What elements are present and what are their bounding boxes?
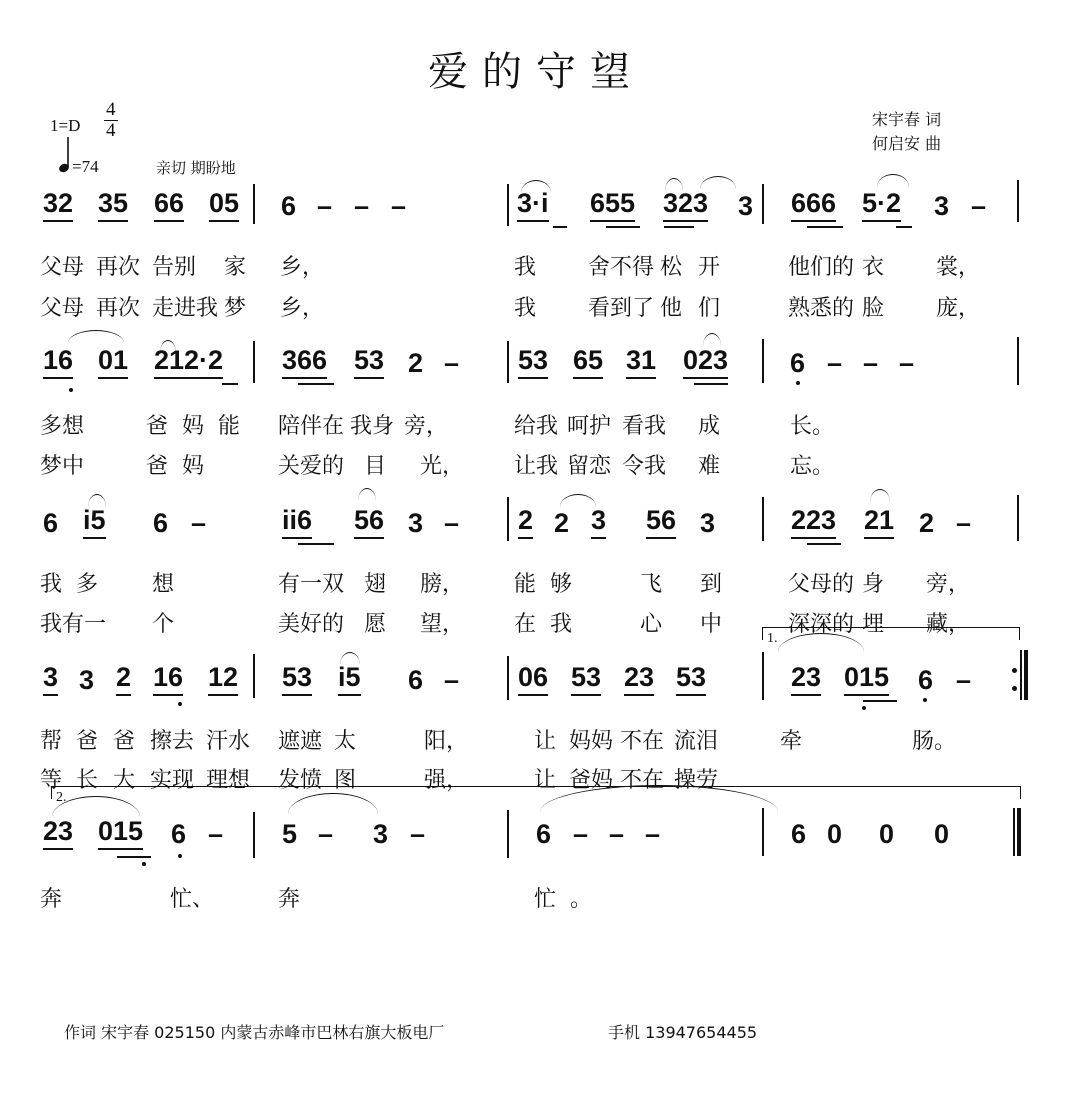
lyric: 我: [514, 255, 537, 280]
note-group: 666: [791, 186, 836, 222]
lyric: 再次: [96, 296, 141, 321]
slur: [877, 174, 909, 187]
double-underline: [896, 226, 912, 228]
dash: –: [444, 665, 460, 695]
lyric: 图: [334, 768, 357, 793]
lyric: 给我: [514, 414, 559, 439]
barline: [253, 341, 255, 383]
note-group: 23: [791, 660, 821, 696]
lyric: 心: [640, 612, 663, 637]
second-ending-label: 2.: [56, 790, 67, 805]
lyric: 不在: [620, 768, 665, 793]
dash: –: [317, 191, 333, 221]
low-octave-dot: [796, 381, 800, 385]
lyric: 实现: [150, 768, 195, 793]
lyric: 飞: [640, 572, 663, 597]
dash: –: [410, 819, 426, 849]
note: 3: [738, 191, 754, 221]
quarter-note-icon: [58, 137, 72, 179]
lyric: 看到了: [588, 296, 655, 321]
note: 2: [919, 508, 935, 538]
note: 6: [43, 508, 59, 538]
lyric: 太: [334, 729, 357, 754]
note-group: 05: [209, 186, 239, 222]
lyric: 让我: [514, 454, 559, 479]
repeat-dot: [1012, 686, 1017, 691]
note-group: 32: [43, 186, 73, 222]
lyric: 我: [550, 612, 573, 637]
lyric: 陪伴在: [278, 414, 345, 439]
lyric: 爸妈: [569, 768, 614, 793]
lyric: 家: [224, 255, 247, 280]
double-underline: [553, 226, 567, 228]
note: 2: [554, 508, 570, 538]
lyric: 令我: [622, 454, 667, 479]
final-barline: [1013, 808, 1020, 856]
note-group: 16: [43, 343, 73, 379]
note-group: ii6: [282, 503, 312, 539]
lyric: 忘。: [790, 454, 835, 479]
dash: –: [956, 508, 972, 538]
barline: [253, 184, 255, 224]
lyric: 理想: [206, 768, 251, 793]
lyric: 庞，: [936, 296, 981, 321]
double-underline: [863, 700, 897, 702]
slur: [665, 178, 683, 191]
note: 3: [79, 665, 95, 695]
dash: –: [971, 191, 987, 221]
lyric: 乡，: [280, 255, 325, 280]
note-group: 53: [282, 660, 312, 696]
time-numerator: 4: [106, 99, 116, 120]
rest: 0: [934, 819, 950, 849]
lyric: 中: [700, 612, 723, 637]
lyric: 够: [550, 572, 573, 597]
repeat-end-barline: [1020, 650, 1027, 700]
lyric: 流泪: [674, 729, 719, 754]
lyric: 呵护: [567, 414, 612, 439]
lyric: 发愤: [278, 768, 323, 793]
lyric: 遮遮: [278, 729, 323, 754]
barline: [507, 656, 509, 700]
lyric: 让: [534, 729, 557, 754]
slur: [358, 488, 376, 501]
dash: –: [354, 191, 370, 221]
lyric: 愿: [364, 612, 387, 637]
double-underline: [606, 226, 640, 228]
lyric: 妈: [182, 454, 205, 479]
low-octave-dot: [142, 862, 146, 866]
lyric: 光，: [420, 454, 465, 479]
lyric: 大: [113, 768, 136, 793]
lyric: 梦: [224, 296, 247, 321]
barline: [253, 812, 255, 858]
lyric: 埋: [862, 612, 885, 637]
contact-info: 作词 宋宇春 025150 内蒙古赤峰市巴林右旗大板电厂: [64, 1023, 445, 1042]
note-group: 212·2: [154, 343, 223, 379]
lyric: 望，: [420, 612, 465, 637]
note-group: 015: [844, 660, 889, 696]
note-group: 223: [791, 503, 836, 539]
note-group: 3·i: [517, 186, 549, 222]
barline: [762, 808, 764, 856]
slur: [700, 176, 736, 189]
lyric: 奔: [40, 887, 63, 912]
key-signature: [50, 116, 80, 136]
lyric: 身: [862, 572, 885, 597]
barline: [507, 341, 509, 383]
note: 2: [408, 348, 424, 378]
slur: [703, 333, 721, 346]
dash: –: [391, 191, 407, 221]
note: 2: [116, 660, 131, 696]
rest: 0: [879, 819, 895, 849]
credits: [872, 108, 941, 156]
dash: –: [208, 819, 224, 849]
lyric: 乡，: [280, 296, 325, 321]
lyric: 舍不得: [588, 255, 655, 280]
lyric: 父母的: [788, 572, 855, 597]
note-group: 53: [571, 660, 601, 696]
low-octave-dot: [923, 698, 927, 702]
note: 3: [700, 508, 716, 538]
lyric: 父母: [40, 296, 85, 321]
lyric: 翅: [364, 572, 387, 597]
lyric: 想: [152, 572, 175, 597]
lyric: 留恋: [567, 454, 612, 479]
dash: –: [827, 348, 843, 378]
dash: –: [444, 348, 460, 378]
slur: [68, 330, 124, 343]
note: 5: [282, 819, 298, 849]
lyric: 能: [218, 414, 241, 439]
note-group: 56: [354, 503, 384, 539]
time-signature: [104, 100, 118, 141]
lyric: 告别: [152, 255, 197, 280]
lyric: 旁，: [404, 414, 449, 439]
lyric: 汗水: [206, 729, 251, 754]
note: 6: [171, 819, 187, 849]
note-group: 323: [663, 186, 708, 222]
note-group: 12: [208, 660, 238, 696]
barline: [1017, 495, 1019, 541]
lyric: 长。: [790, 414, 835, 439]
lyric: 成: [698, 414, 721, 439]
note: 6: [153, 508, 169, 538]
lyric: 帮: [40, 729, 63, 754]
note-group: 31: [626, 343, 656, 379]
lyric: 膀，: [420, 572, 465, 597]
lyric: 妈: [182, 414, 205, 439]
lyric: 难: [698, 454, 721, 479]
lyric: 们: [698, 296, 721, 321]
lyric: 走进我: [152, 296, 219, 321]
double-underline: [807, 226, 843, 228]
lyric: 等: [40, 768, 63, 793]
rest: 0: [827, 819, 843, 849]
lyric: 他们的: [788, 255, 855, 280]
dash: –: [956, 665, 972, 695]
time-denominator: 4: [106, 120, 116, 141]
lyric: 操劳: [674, 768, 719, 793]
note-group: i5: [83, 503, 106, 539]
barline: [507, 497, 509, 541]
lyric: 关爱的: [278, 454, 345, 479]
note: 6: [791, 819, 807, 849]
double-underline: [694, 383, 728, 385]
barline: [762, 652, 764, 700]
dash: –: [645, 819, 661, 849]
double-underline: [807, 543, 841, 545]
lyric: 熟悉的: [788, 296, 855, 321]
expression-mark: 亲切 期盼地: [156, 159, 236, 177]
lyric: 美好的: [278, 612, 345, 637]
lyric: 擦去: [150, 729, 195, 754]
lyric: 我身: [350, 414, 395, 439]
dash: –: [444, 508, 460, 538]
lyric: 开: [698, 255, 721, 280]
note-group: 023: [683, 343, 728, 379]
lyric: 忙: [534, 887, 557, 912]
lyric: 我有一: [40, 612, 107, 637]
note: 6: [536, 819, 552, 849]
note-group: 16: [153, 660, 183, 696]
phone-info: 手机 13947654455: [608, 1023, 758, 1042]
note: 6: [408, 665, 424, 695]
lyric: 多想: [40, 414, 85, 439]
song-title: 爱的守望: [428, 49, 644, 95]
repeat-dot: [1012, 668, 1017, 673]
lyric: 让: [534, 768, 557, 793]
note: 3: [934, 191, 950, 221]
lyric: 父母: [40, 255, 85, 280]
note: 2: [518, 503, 533, 539]
lyric: 再次: [96, 255, 141, 280]
note-group: 5·2: [862, 186, 901, 222]
note-group: i5: [338, 660, 361, 696]
lyric: 深深的: [788, 612, 855, 637]
note-group: 366: [282, 343, 327, 379]
note-group: 66: [154, 186, 184, 222]
dash: –: [899, 348, 915, 378]
lyric: 忙、: [170, 887, 215, 912]
low-octave-dot: [862, 706, 866, 710]
lyric: 长: [76, 768, 99, 793]
dash: –: [573, 819, 589, 849]
lyric: 爸: [146, 414, 169, 439]
lyric: 爸: [146, 454, 169, 479]
barline: [507, 810, 509, 858]
lyric: 个: [152, 612, 175, 637]
note: 6: [790, 348, 806, 378]
note-group: 65: [573, 343, 603, 379]
barline: [1017, 337, 1019, 385]
dash: –: [318, 819, 334, 849]
slur: [870, 489, 890, 502]
note: 6: [918, 665, 934, 695]
note-group: 21: [864, 503, 894, 539]
note-group: 56: [646, 503, 676, 539]
lyric: 牵: [780, 729, 803, 754]
barline: [762, 497, 764, 541]
lyric: 裳，: [936, 255, 981, 280]
dash: –: [863, 348, 879, 378]
low-octave-dot: [178, 854, 182, 858]
lyric: 看我: [622, 414, 667, 439]
lyric: 我: [514, 296, 537, 321]
lyric: 奔: [278, 887, 301, 912]
lyric: 爸: [76, 729, 99, 754]
lyric: 到: [700, 572, 723, 597]
lyric: 爸: [113, 729, 136, 754]
barline: [762, 339, 764, 383]
note-group: 53: [518, 343, 548, 379]
barline: [507, 184, 509, 226]
double-underline: [664, 226, 694, 228]
double-underline: [298, 383, 334, 385]
note-group: 01: [98, 343, 128, 379]
key-label: 1=D: [50, 116, 81, 135]
double-underline: [222, 383, 238, 385]
lyric: 梦中: [40, 454, 85, 479]
lyric: 肠。: [912, 729, 957, 754]
lyricist: 宋宇春 词: [872, 110, 942, 129]
lyric: 松: [660, 255, 683, 280]
note: 3: [373, 819, 389, 849]
lyric: 衣: [862, 255, 885, 280]
low-octave-dot: [178, 702, 182, 706]
note-group: 06: [518, 660, 548, 696]
double-underline: [117, 856, 151, 858]
composer: 何启安 曲: [872, 134, 942, 153]
barline: [1017, 180, 1019, 222]
lyric: 我: [40, 572, 63, 597]
note: 3: [43, 660, 58, 696]
note-group: 23: [624, 660, 654, 696]
lyric: 多: [76, 572, 99, 597]
lyric: 旁，: [926, 572, 971, 597]
first-ending-label: 1.: [767, 631, 778, 646]
double-underline: [298, 543, 334, 545]
lyric: 在: [514, 612, 537, 637]
low-octave-dot: [69, 388, 73, 392]
lyric: 他: [660, 296, 683, 321]
lyric: 不在: [620, 729, 665, 754]
note-group: 23: [43, 814, 73, 850]
note-group: 35: [98, 186, 128, 222]
second-ending-bracket: [51, 786, 1021, 799]
note-group: 655: [590, 186, 635, 222]
dash: –: [191, 508, 207, 538]
barline: [253, 654, 255, 698]
lyric: 。: [570, 887, 593, 912]
note-group: 53: [676, 660, 706, 696]
lyric: 有一双: [278, 572, 345, 597]
lyric: 藏，: [926, 612, 971, 637]
dash: –: [609, 819, 625, 849]
lyric: 目: [364, 454, 387, 479]
note: 3: [591, 503, 606, 539]
note-group: 53: [354, 343, 384, 379]
lyric: 妈妈: [569, 729, 614, 754]
note-group: 015: [98, 814, 143, 850]
lyric: 脸: [862, 296, 885, 321]
barline: [762, 184, 764, 224]
lyric: 强，: [424, 768, 469, 793]
lyric: 阳，: [424, 729, 469, 754]
tempo-value: =74: [72, 157, 99, 176]
note: 3: [408, 508, 424, 538]
lyric: 能: [514, 572, 537, 597]
note: 6: [281, 191, 297, 221]
